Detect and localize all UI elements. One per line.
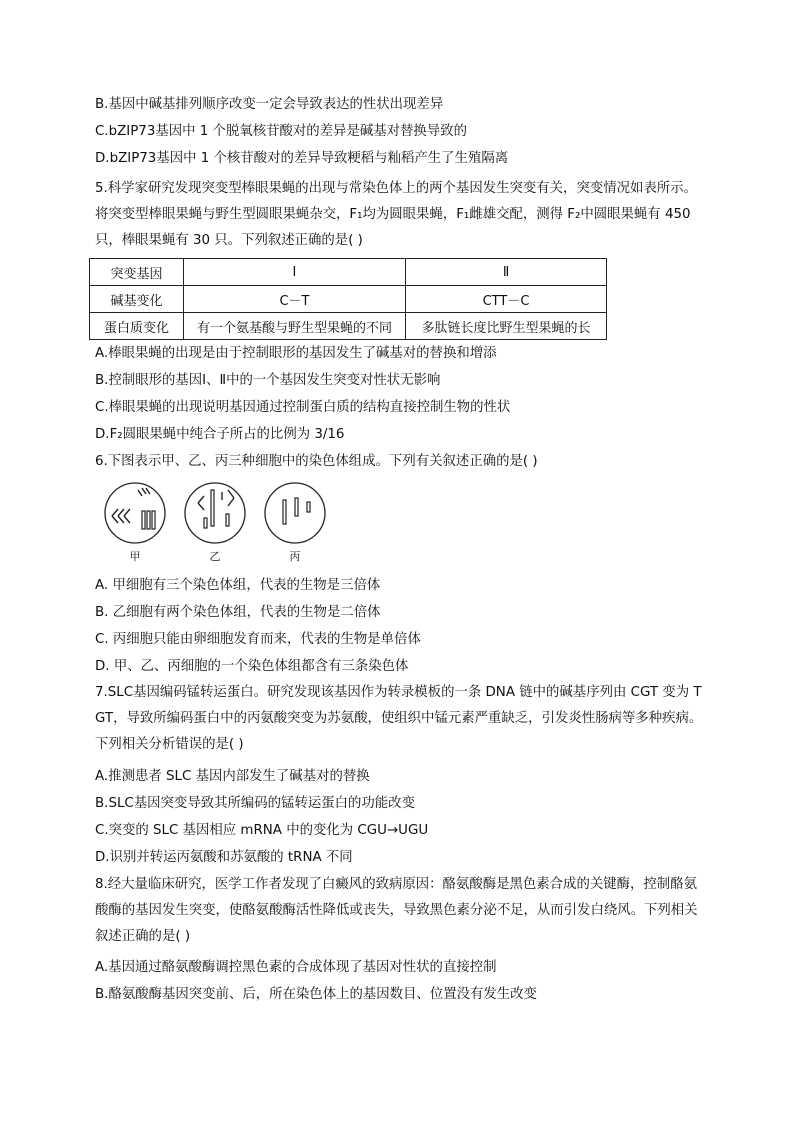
table-cell: 蛋白质变化 [90,313,184,340]
cell-label-jia: 甲 [129,550,141,563]
q8-stem: 8.经大量临床研究，医学工作者发现了白癜风的致病原因：酪氨酸酶是黑色素合成的关键酶，控制酪氨酸酶的基因发生突变，使酪氨酸酶活性降低或丧失，导致黑色素分泌不足，从而引发白绕风。下列相关叙述正确的是( ) [95,877,698,944]
q4-option-b: B.基因中碱基排列顺序改变一定会导致表达的性状出现差异 [95,97,444,112]
table-row [90,313,607,340]
table-row [90,259,607,286]
q5-option-a: A.棒眼果蝇的出现是由于控制眼形的基因发生了碱基对的替换和增添 [95,346,497,361]
mutation-table [89,258,607,340]
q6-option-a: A. 甲细胞有三个染色体组，代表的生物是三倍体 [95,578,381,593]
q7-option-c: C.突变的 SLC 基因相应 mRNA 中的变化为 CGU→UGU [95,823,429,838]
q6-stem: 6.下图表示甲、乙、丙三种细胞中的染色体组成。下列有关叙述正确的是( ) [95,454,538,469]
q7-stem: 7.SLC基因编码锰转运蛋白。研究发现该基因作为转录模板的一条 DNA 链中的碱基序列由 CGT 变为 TGT，导致所编码蛋白中的丙氨酸突变为苏氨酸，使组织中锰元素严重缺乏，引发炎性肠病等多种疾病。下列相关分析错误的是( ) [95,685,703,752]
cell-label-yi: 乙 [209,550,221,563]
table-cell: Ⅱ [406,259,607,286]
q5-option-d: D.F₂圆眼果蝇中纯合子所占的比例为 3/16 [95,427,345,442]
q6-option-d: D. 甲、乙、丙细胞的一个染色体组都含有三条染色体 [95,659,409,674]
q8-option-b: B.酪氨酸酶基因突变前、后，所在染色体上的基因数目、位置没有发生改变 [95,987,537,1002]
table-cell: CTT－C [406,286,607,313]
q7-option-b: B.SLC基因突变导致其所编码的锰转运蛋白的功能改变 [95,796,415,811]
table-cell: 突变基因 [90,259,184,286]
chromosome-cells-figure [100,478,340,548]
q7-option-a: A.推测患者 SLC 基因内部发生了碱基对的替换 [95,769,370,784]
q6-option-c: C. 丙细胞只能由卵细胞发育而来，代表的生物是单倍体 [95,632,421,647]
q7-option-d: D.识别并转运丙氨酸和苏氨酸的 tRNA 不同 [95,850,353,865]
q5-option-c: C.棒眼果蝇的出现说明基因通过控制蛋白质的结构直接控制生物的性状 [95,400,511,415]
table-cell: 有一个氨基酸与野生型果蝇的不同 [183,313,405,340]
q5-option-b: B.控制眼形的基因Ⅰ、Ⅱ中的一个基因发生突变对性状无影响 [95,373,441,388]
table-row [90,286,607,313]
cell-bing [265,483,325,543]
cell-yi [185,483,245,543]
q8-option-a: A.基因通过酪氨酸酶调控黑色素的合成体现了基因对性状的直接控制 [95,960,497,975]
table-cell: 碱基变化 [90,286,184,313]
q6-option-b: B. 乙细胞有两个染色体组，代表的生物是二倍体 [95,605,381,620]
table-cell: 多肽链长度比野生型果蝇的长 [406,313,607,340]
cell-label-bing: 丙 [289,550,301,563]
cell-jia [105,483,165,543]
q4-option-d: D.bZIP73基因中 1 个核苷酸对的差异导致粳稻与籼稻产生了生殖隔离 [95,151,509,166]
table-cell: C－T [183,286,405,313]
q5-stem: 5.科学家研究发现突变型棒眼果蝇的出现与常染色体上的两个基因发生突变有关，突变情况如表所示。将突变型棒眼果蝇与野生型圆眼果蝇杂交，F₁均为圆眼果蝇，F₁雌雄交配，测得 F₂中圆眼果蝇有 450 只，棒眼果蝇有 30 只。下列叙述正确的是( ) [95,181,697,248]
table-cell: Ⅰ [183,259,405,286]
q4-option-c: C.bZIP73基因中 1 个脱氧核苷酸对的差异是碱基对替换导致的 [95,124,467,139]
